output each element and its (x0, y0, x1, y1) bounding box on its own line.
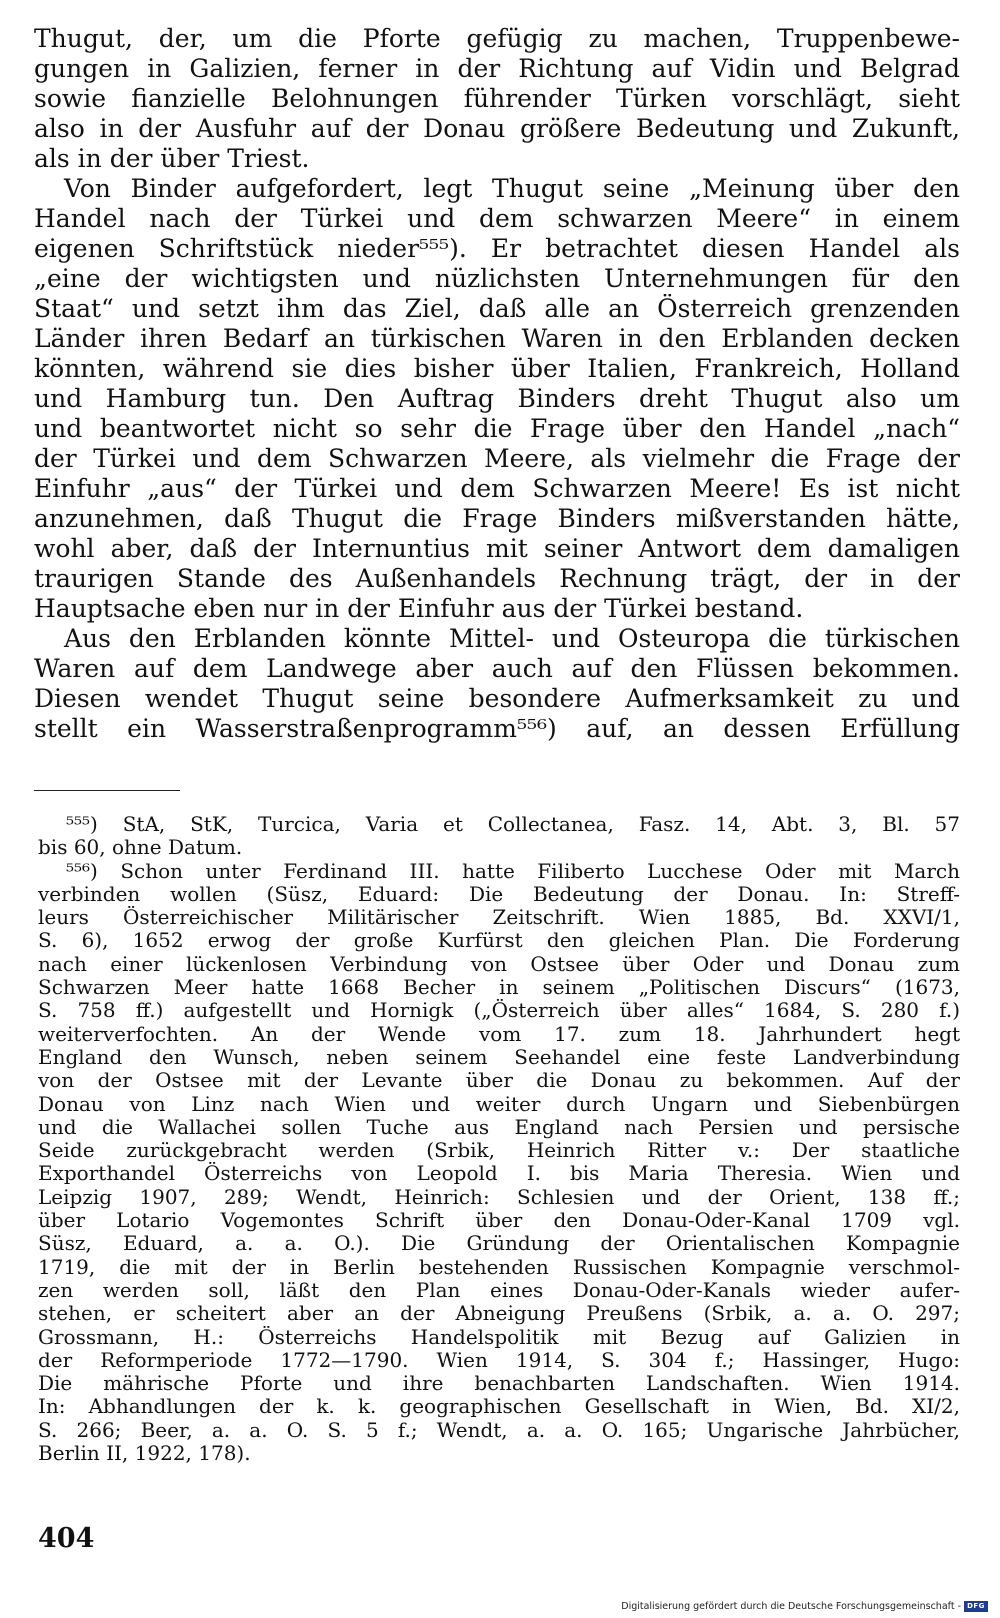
footnote-line: S. 266; Beer, a. a. O. S. 5 f.; Wendt, a. a. O. 165; Ungarische Jahrbücher, (38, 1418, 960, 1442)
text-line: traurigen Stande des Außenhandels Rechnung trägt, der in der (34, 564, 960, 593)
text-line: Aus den Erblanden könnte Mittel- und Osteuropa die türkischen (64, 624, 960, 653)
text-line: Staat“ und setzt ihm das Ziel, daß alle an Österreich grenzenden (34, 294, 960, 323)
text-line: gungen in Galizien, ferner in der Richtung auf Vidin und Belgrad (34, 54, 960, 83)
footnotes (38, 813, 960, 1465)
footnote-line: von der Ostsee mit der Levante über die Donau zu bekommen. Auf der (38, 1069, 960, 1093)
text-line: Einfuhr „aus“ der Türkei und dem Schwarzen Meere! Es ist nicht (34, 474, 960, 503)
footnote-line: Leipzig 1907, 289; Wendt, Heinrich: Schlesien und der Orient, 138 ff.; (38, 1185, 960, 1209)
text-line: und beantwortet nicht so sehr die Frage über den Handel „nach“ (34, 414, 960, 443)
text-line: stellt ein Wasserstraßenprogramm⁵⁵⁶) auf, an dessen Erfüllung (34, 714, 960, 743)
footnote-line: Schwarzen Meer hatte 1668 Becher in seinem „Politischen Discurs“ (1673, (38, 976, 960, 1000)
digitization-credit (621, 1601, 988, 1612)
footnote-line: S. 6), 1652 erwog der große Kurfürst den gleichen Plan. Die Forderung (38, 929, 960, 953)
text-line: Diesen wendet Thugut seine besondere Aufmerksamkeit zu und (34, 684, 960, 713)
footnote-line: Seide zurückgebracht werden (Srbik, Heinrich Ritter v.: Der staatliche (38, 1139, 960, 1163)
text-line: eigenen Schriftstück nieder⁵⁵⁵). Er betrachtet diesen Handel als (34, 234, 960, 263)
credit-text: Digitalisierung gefördert durch die Deutsche Forschungsgemeinschaft - (621, 1601, 961, 1612)
footnote-line: Donau von Linz nach Wien und weiter durch Ungarn und Siebenbürgen (38, 1092, 960, 1116)
text-line: wohl aber, daß der Internuntius mit seiner Antwort dem damaligen (34, 534, 960, 563)
text-line: und Hamburg tun. Den Auftrag Binders dreht Thugut also um (34, 384, 960, 413)
footnote-line: bis 60, ohne Datum. (38, 836, 243, 860)
text-line: Länder ihren Bedarf an türkischen Waren in den Erblanden decken (34, 324, 960, 353)
text-line: der Türkei und dem Schwarzen Meere, als vielmehr die Frage der (34, 444, 960, 473)
footnote-line: über Lotario Vogemontes Schrift über den Donau-Oder-Kanal 1709 vgl. (38, 1209, 960, 1233)
text-line: sowie fianzielle Belohnungen führender Türken vorschlägt, sieht (34, 84, 960, 113)
footnote-line: Grossmann, H.: Österreichs Handelspolitik mit Bezug auf Galizien in (38, 1325, 960, 1349)
footnote-line: stehen, er scheitert aber an der Abneigung Preußens (Srbik, a. a. O. 297; (38, 1302, 960, 1326)
footnote-line: weiterverfochten. An der Wende vom 17. zum 18. Jahrhundert hegt (38, 1022, 960, 1046)
footnote-line: 1719, die mit der in Berlin bestehenden Russischen Kompagnie verschmol- (38, 1255, 960, 1279)
text-line: Thugut, der, um die Pforte gefügig zu machen, Truppenbewe- (34, 24, 960, 53)
footnote-line: zen werden soll, läßt den Plan eines Donau-Oder-Kanals wieder aufer- (38, 1278, 960, 1302)
text-line: Von Binder aufgefordert, legt Thugut seine „Meinung über den (64, 174, 960, 203)
dfg-logo-icon: DFG (964, 1601, 988, 1612)
footnote-line: ⁵⁵⁶) Schon unter Ferdinand III. hatte Filiberto Lucchese Oder mit March (66, 859, 960, 883)
text-line: anzunehmen, daß Thugut die Frage Binders mißverstanden hätte, (34, 504, 960, 533)
footnote-line: England den Wunsch, neben seinem Seehandel eine feste Landverbindung (38, 1045, 960, 1069)
footnote-line: leurs Österreichischer Militärischer Zeitschrift. Wien 1885, Bd. XXVI/1, (38, 906, 960, 930)
text-line: könnten, während sie dies bisher über Italien, Frankreich, Holland (34, 354, 960, 383)
footnote-line: S. 758 ff.) aufgestellt und Hornigk („Österreich über alles“ 1684, S. 280 f.) (38, 999, 960, 1023)
footnote-divider (34, 790, 180, 791)
text-line: „eine der wichtigsten und nüzlichsten Unternehmungen für den (34, 264, 960, 293)
footnote-line: Berlin II, 1922, 178). (38, 1442, 251, 1466)
text-line: Handel nach der Türkei und dem schwarzen Meere“ in einem (34, 204, 960, 233)
footnote-line: und die Wallachei sollen Tuche aus England nach Persien und persische (38, 1115, 960, 1139)
text-line: als in der über Triest. (34, 144, 310, 173)
text-line: also in der Ausfuhr auf der Donau größere Bedeutung und Zukunft, (34, 114, 960, 143)
page-number: 404 (38, 1523, 95, 1554)
text-line: Hauptsache eben nur in der Einfuhr aus der Türkei bestand. (34, 594, 804, 623)
text-line: Waren auf dem Landwege aber auch auf den Flüssen bekommen. (34, 654, 960, 683)
footnote-line: Die mährische Pforte und ihre benachbarten Landschaften. Wien 1914. (38, 1372, 960, 1396)
footnote-line: der Reformperiode 1772—1790. Wien 1914, S. 304 f.; Hassinger, Hugo: (38, 1348, 960, 1372)
footnote-line: In: Abhandlungen der k. k. geographischen Gesellschaft in Wien, Bd. XI/2, (38, 1395, 960, 1419)
footnote-line: Süsz, Eduard, a. a. O.). Die Gründung der Orientalischen Kompagnie (38, 1232, 960, 1256)
footnote-line: verbinden wollen (Süsz, Eduard: Die Bedeutung der Donau. In: Streff- (38, 882, 960, 906)
footnote-line: nach einer lückenlosen Verbindung von Ostsee über Oder und Donau zum (38, 952, 960, 976)
footnote-line: ⁵⁵⁵) StA, StK, Turcica, Varia et Collectanea, Fasz. 14, Abt. 3, Bl. 57 (66, 813, 960, 836)
footnote-line: Exporthandel Österreichs von Leopold I. bis Maria Theresia. Wien und (38, 1162, 960, 1186)
main-text (34, 24, 960, 744)
